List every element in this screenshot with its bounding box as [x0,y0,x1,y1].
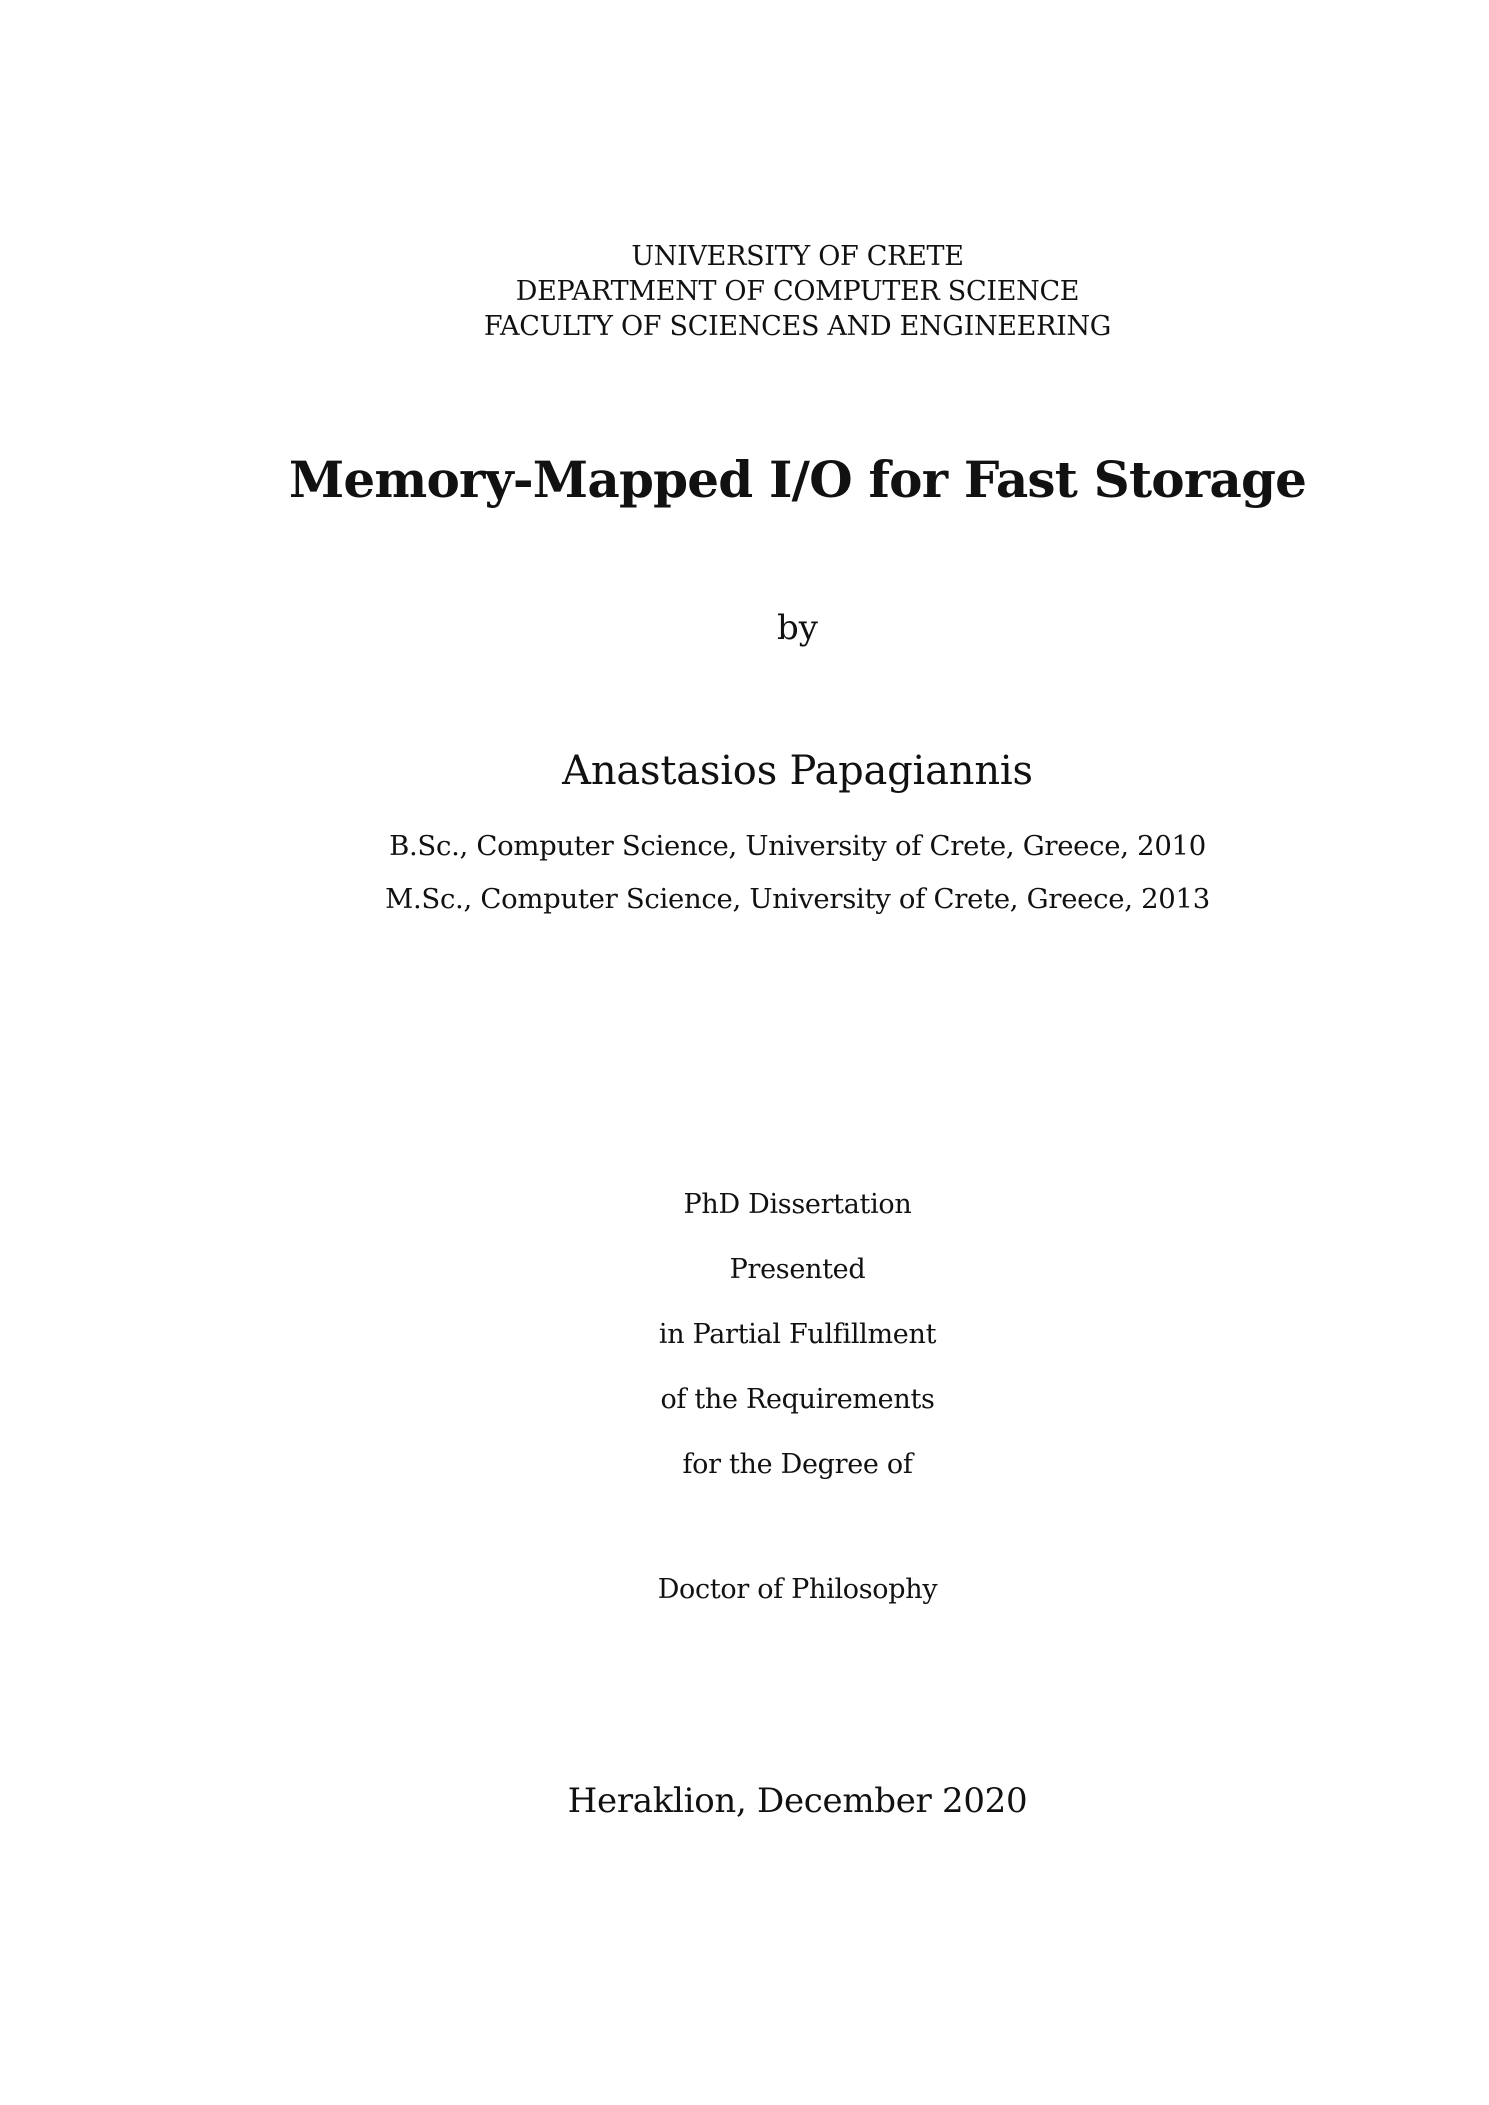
author-degree-bsc: B.Sc., Computer Science, University of Crete, Greece, 2010 [389,830,1206,862]
statement-line: PhD Dissertation [683,1189,912,1220]
university-name: UNIVERSITY OF CRETE [631,241,964,272]
author-name: Anastasios Papagiannis [562,748,1033,794]
dissertation-title: Memory-Mapped I/O for Fast Storage [288,450,1307,509]
by-label: by [777,608,818,648]
place-and-date: Heraklion, December 2020 [567,1781,1028,1821]
statement-line: of the Requirements [660,1384,935,1415]
statement-line: in Partial Fulfillment [658,1319,937,1350]
statement-line: for the Degree of [682,1449,913,1480]
degree-name: Doctor of Philosophy [657,1574,938,1605]
author-degree-msc: M.Sc., Computer Science, University of Crete, Greece, 2013 [385,883,1210,915]
statement-line: Presented [729,1254,866,1285]
faculty-name: FACULTY OF SCIENCES AND ENGINEERING [483,311,1112,342]
department-name: DEPARTMENT OF COMPUTER SCIENCE [515,276,1080,307]
